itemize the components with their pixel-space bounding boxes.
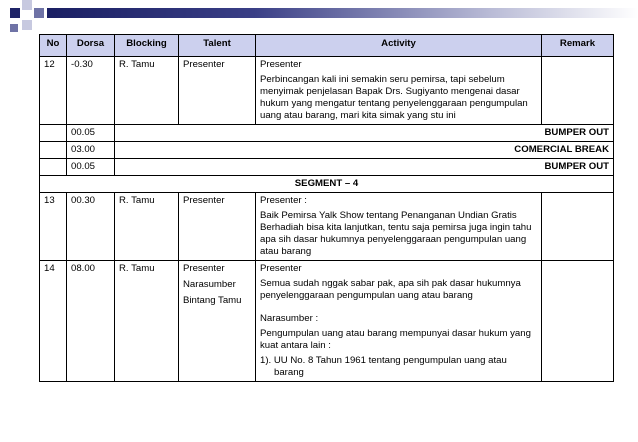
col-no: No bbox=[40, 35, 67, 57]
cell-activity bbox=[256, 261, 542, 382]
cell-no: 13 bbox=[40, 193, 67, 261]
table-row bbox=[40, 125, 614, 142]
cell-talent: Presenter bbox=[179, 57, 256, 125]
table-row bbox=[40, 142, 614, 159]
table-row bbox=[40, 261, 614, 382]
segment-label: SEGMENT – 4 bbox=[40, 176, 614, 193]
bumper-out-label: BUMPER OUT bbox=[115, 125, 614, 142]
activity-speaker: Presenter bbox=[260, 59, 302, 70]
col-activity: Activity bbox=[256, 35, 542, 57]
deco-square bbox=[10, 8, 20, 18]
cell-remark bbox=[542, 57, 614, 125]
cell-no bbox=[40, 142, 67, 159]
activity-speaker: Presenter bbox=[260, 263, 302, 274]
cell-no: 12 bbox=[40, 57, 67, 125]
table-row bbox=[40, 159, 614, 176]
talent-item: Narasumber bbox=[183, 279, 236, 290]
deco-square bbox=[34, 8, 44, 18]
cell-talent: Presenter bbox=[179, 193, 256, 261]
bumper-out-label: BUMPER OUT bbox=[115, 159, 614, 176]
cell-blocking: R. Tamu bbox=[115, 193, 179, 261]
activity-speaker: Presenter : bbox=[260, 195, 307, 206]
col-dorsa: Dorsa bbox=[67, 35, 115, 57]
cell-no bbox=[40, 125, 67, 142]
cell-no bbox=[40, 159, 67, 176]
cell-dorsa: -0.30 bbox=[67, 57, 115, 125]
activity-list-item-cont: barang bbox=[274, 367, 304, 378]
header-row bbox=[40, 35, 614, 57]
cell-dorsa: 00.05 bbox=[67, 159, 115, 176]
commercial-break-label: COMERCIAL BREAK bbox=[115, 142, 614, 159]
cell-dorsa: 00.30 bbox=[67, 193, 115, 261]
header-gradient-band bbox=[47, 8, 638, 18]
deco-square bbox=[10, 24, 18, 32]
activity-speaker: Narasumber : bbox=[260, 313, 319, 324]
cell-blocking: R. Tamu bbox=[115, 261, 179, 382]
cell-activity bbox=[256, 193, 542, 261]
table-row bbox=[40, 193, 614, 261]
activity-text: Semua sudah nggak sabar pak, apa sih pak dasar hukumnya penyelenggaraan pengumpulan uang atau barang bbox=[260, 278, 521, 301]
cell-remark bbox=[542, 261, 614, 382]
cell-dorsa: 08.00 bbox=[67, 261, 115, 382]
cell-remark bbox=[542, 193, 614, 261]
activity-text: Perbincangan kali ini semakin seru pemirsa, tapi sebelum menyimak penjelasan Bapak Drs. Sugiyanto mengenai dasar hukum yang mengatur tentang penyelenggaraan pengumpulan uang atau barang, mari kita simak yang stu ini bbox=[260, 74, 528, 121]
talent-item: Presenter bbox=[183, 263, 225, 274]
cell-blocking: R. Tamu bbox=[115, 57, 179, 125]
talent-item: Bintang Tamu bbox=[183, 295, 242, 306]
cell-dorsa: 00.05 bbox=[67, 125, 115, 142]
deco-square bbox=[22, 0, 32, 10]
table-row bbox=[40, 57, 614, 125]
activity-text: Pengumpulan uang atau barang mempunyai dasar hukum yang kuat antara lain : bbox=[260, 328, 531, 351]
deco-square bbox=[22, 20, 32, 30]
cell-dorsa: 03.00 bbox=[67, 142, 115, 159]
segment-row bbox=[40, 176, 614, 193]
spacer bbox=[260, 302, 537, 310]
activity-list-item: 1). UU No. 8 Tahun 1961 tentang pengumpulan uang atau bbox=[260, 355, 507, 366]
activity-text: Baik Pemirsa Yalk Show tentang Penanganan Undian Gratis Berhadiah bisa kita lanjutkan, tentu saja pemirsa juga ingin tahu apa sih dasar hukumnya penyelenggaraan pengumpulan uang atau barang bbox=[260, 210, 532, 257]
col-blocking: Blocking bbox=[115, 35, 179, 57]
col-remark: Remark bbox=[542, 35, 614, 57]
script-table bbox=[39, 34, 614, 382]
col-talent: Talent bbox=[179, 35, 256, 57]
cell-no: 14 bbox=[40, 261, 67, 382]
cell-activity bbox=[256, 57, 542, 125]
cell-talent bbox=[179, 261, 256, 382]
